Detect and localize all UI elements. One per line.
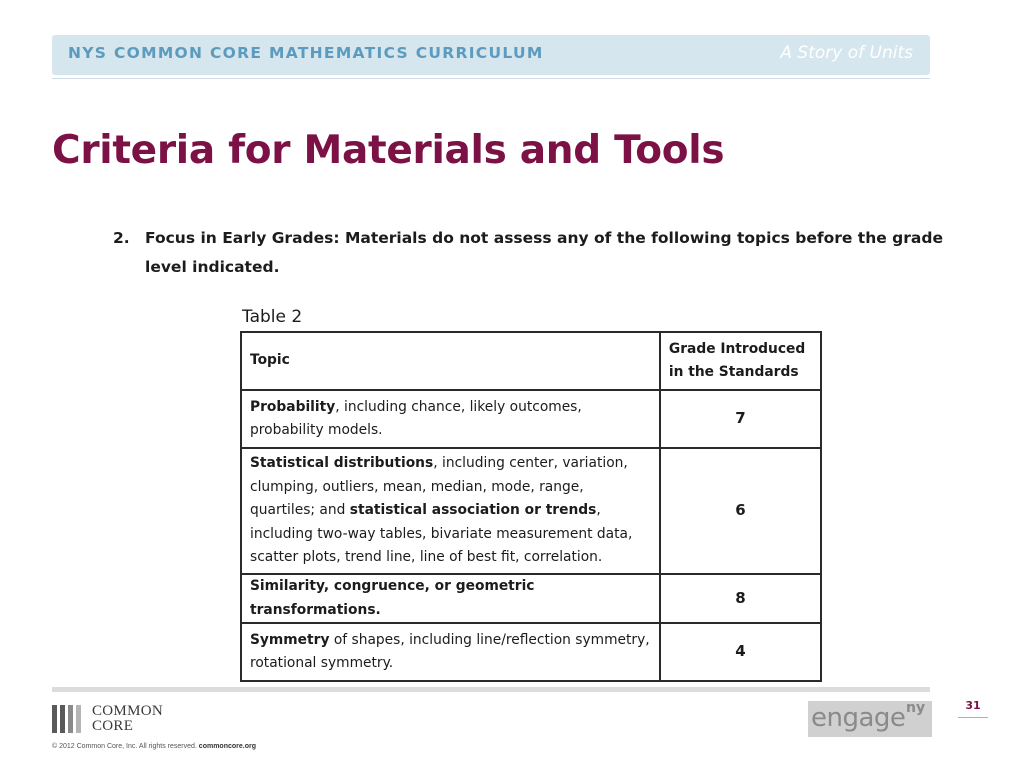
topic-rest: , including center, variation, clumping, outliers, mean, median, mode, range, quartiles; and [250, 455, 628, 519]
header-topic: Topic [241, 332, 660, 390]
engage-ny-logo [808, 701, 932, 737]
topic-bold: Similarity, congruence, or geometric transformations. [250, 578, 535, 618]
engage-superscript: ny [906, 700, 926, 716]
footer-divider [52, 687, 930, 692]
grade-cell: 6 [660, 448, 821, 574]
grade-cell: 8 [660, 574, 821, 623]
page-number-underline [958, 717, 988, 718]
criterion-statement [113, 224, 963, 282]
topic-rest: of shapes, including line/reflection symmetry, rotational symmetry. [250, 631, 650, 671]
table-caption: Table 2 [242, 307, 303, 327]
topic-rest: , including chance, likely outcomes, probability models. [250, 398, 582, 438]
page-title: Criteria for Materials and Tools [52, 128, 725, 173]
copyright-link[interactable]: commoncore.org [198, 743, 256, 750]
table-row [241, 390, 821, 448]
topic-cell [241, 448, 660, 574]
topic-bold: Statistical distributions [250, 455, 434, 472]
topic-bold: Probability [250, 398, 336, 415]
standards-table [240, 331, 822, 682]
grade-cell: 4 [660, 623, 821, 681]
topic-bold: Symmetry [250, 631, 330, 648]
header-divider [52, 78, 930, 79]
table-row [241, 574, 821, 623]
topic-cell [241, 390, 660, 448]
topic-bold-2: statistical association or trends [349, 502, 597, 519]
common-core-wordmark [92, 704, 163, 734]
header-grade: Grade Introduced in the Standards [660, 332, 821, 390]
grade-cell: 7 [660, 390, 821, 448]
copyright [52, 743, 256, 750]
topic-cell [241, 623, 660, 681]
engage-wordmark: engage [811, 703, 906, 733]
topic-rest-2: , including two-way tables, bivariate measurement data, scatter plots, trend line, line of best fit, correlation. [250, 502, 633, 566]
logo-line-2: CORE [92, 718, 134, 734]
criterion-text: Focus in Early Grades: Materials do not assess any of the following topics before the grade level indicated. [145, 229, 943, 276]
topic-cell [241, 574, 660, 623]
table-row [241, 623, 821, 681]
logo-line-1: COMMON [92, 703, 163, 719]
table-row [241, 448, 821, 574]
curriculum-label: NYS COMMON CORE MATHEMATICS CURRICULUM [68, 44, 544, 62]
copyright-text: © 2012 Common Core, Inc. All rights reserved. [52, 743, 197, 750]
page-number: 31 [965, 699, 981, 712]
story-label: A Story of Units [780, 43, 913, 63]
common-core-logo [52, 705, 182, 735]
table-header-row [241, 332, 821, 390]
criterion-number: 2. [113, 229, 130, 247]
